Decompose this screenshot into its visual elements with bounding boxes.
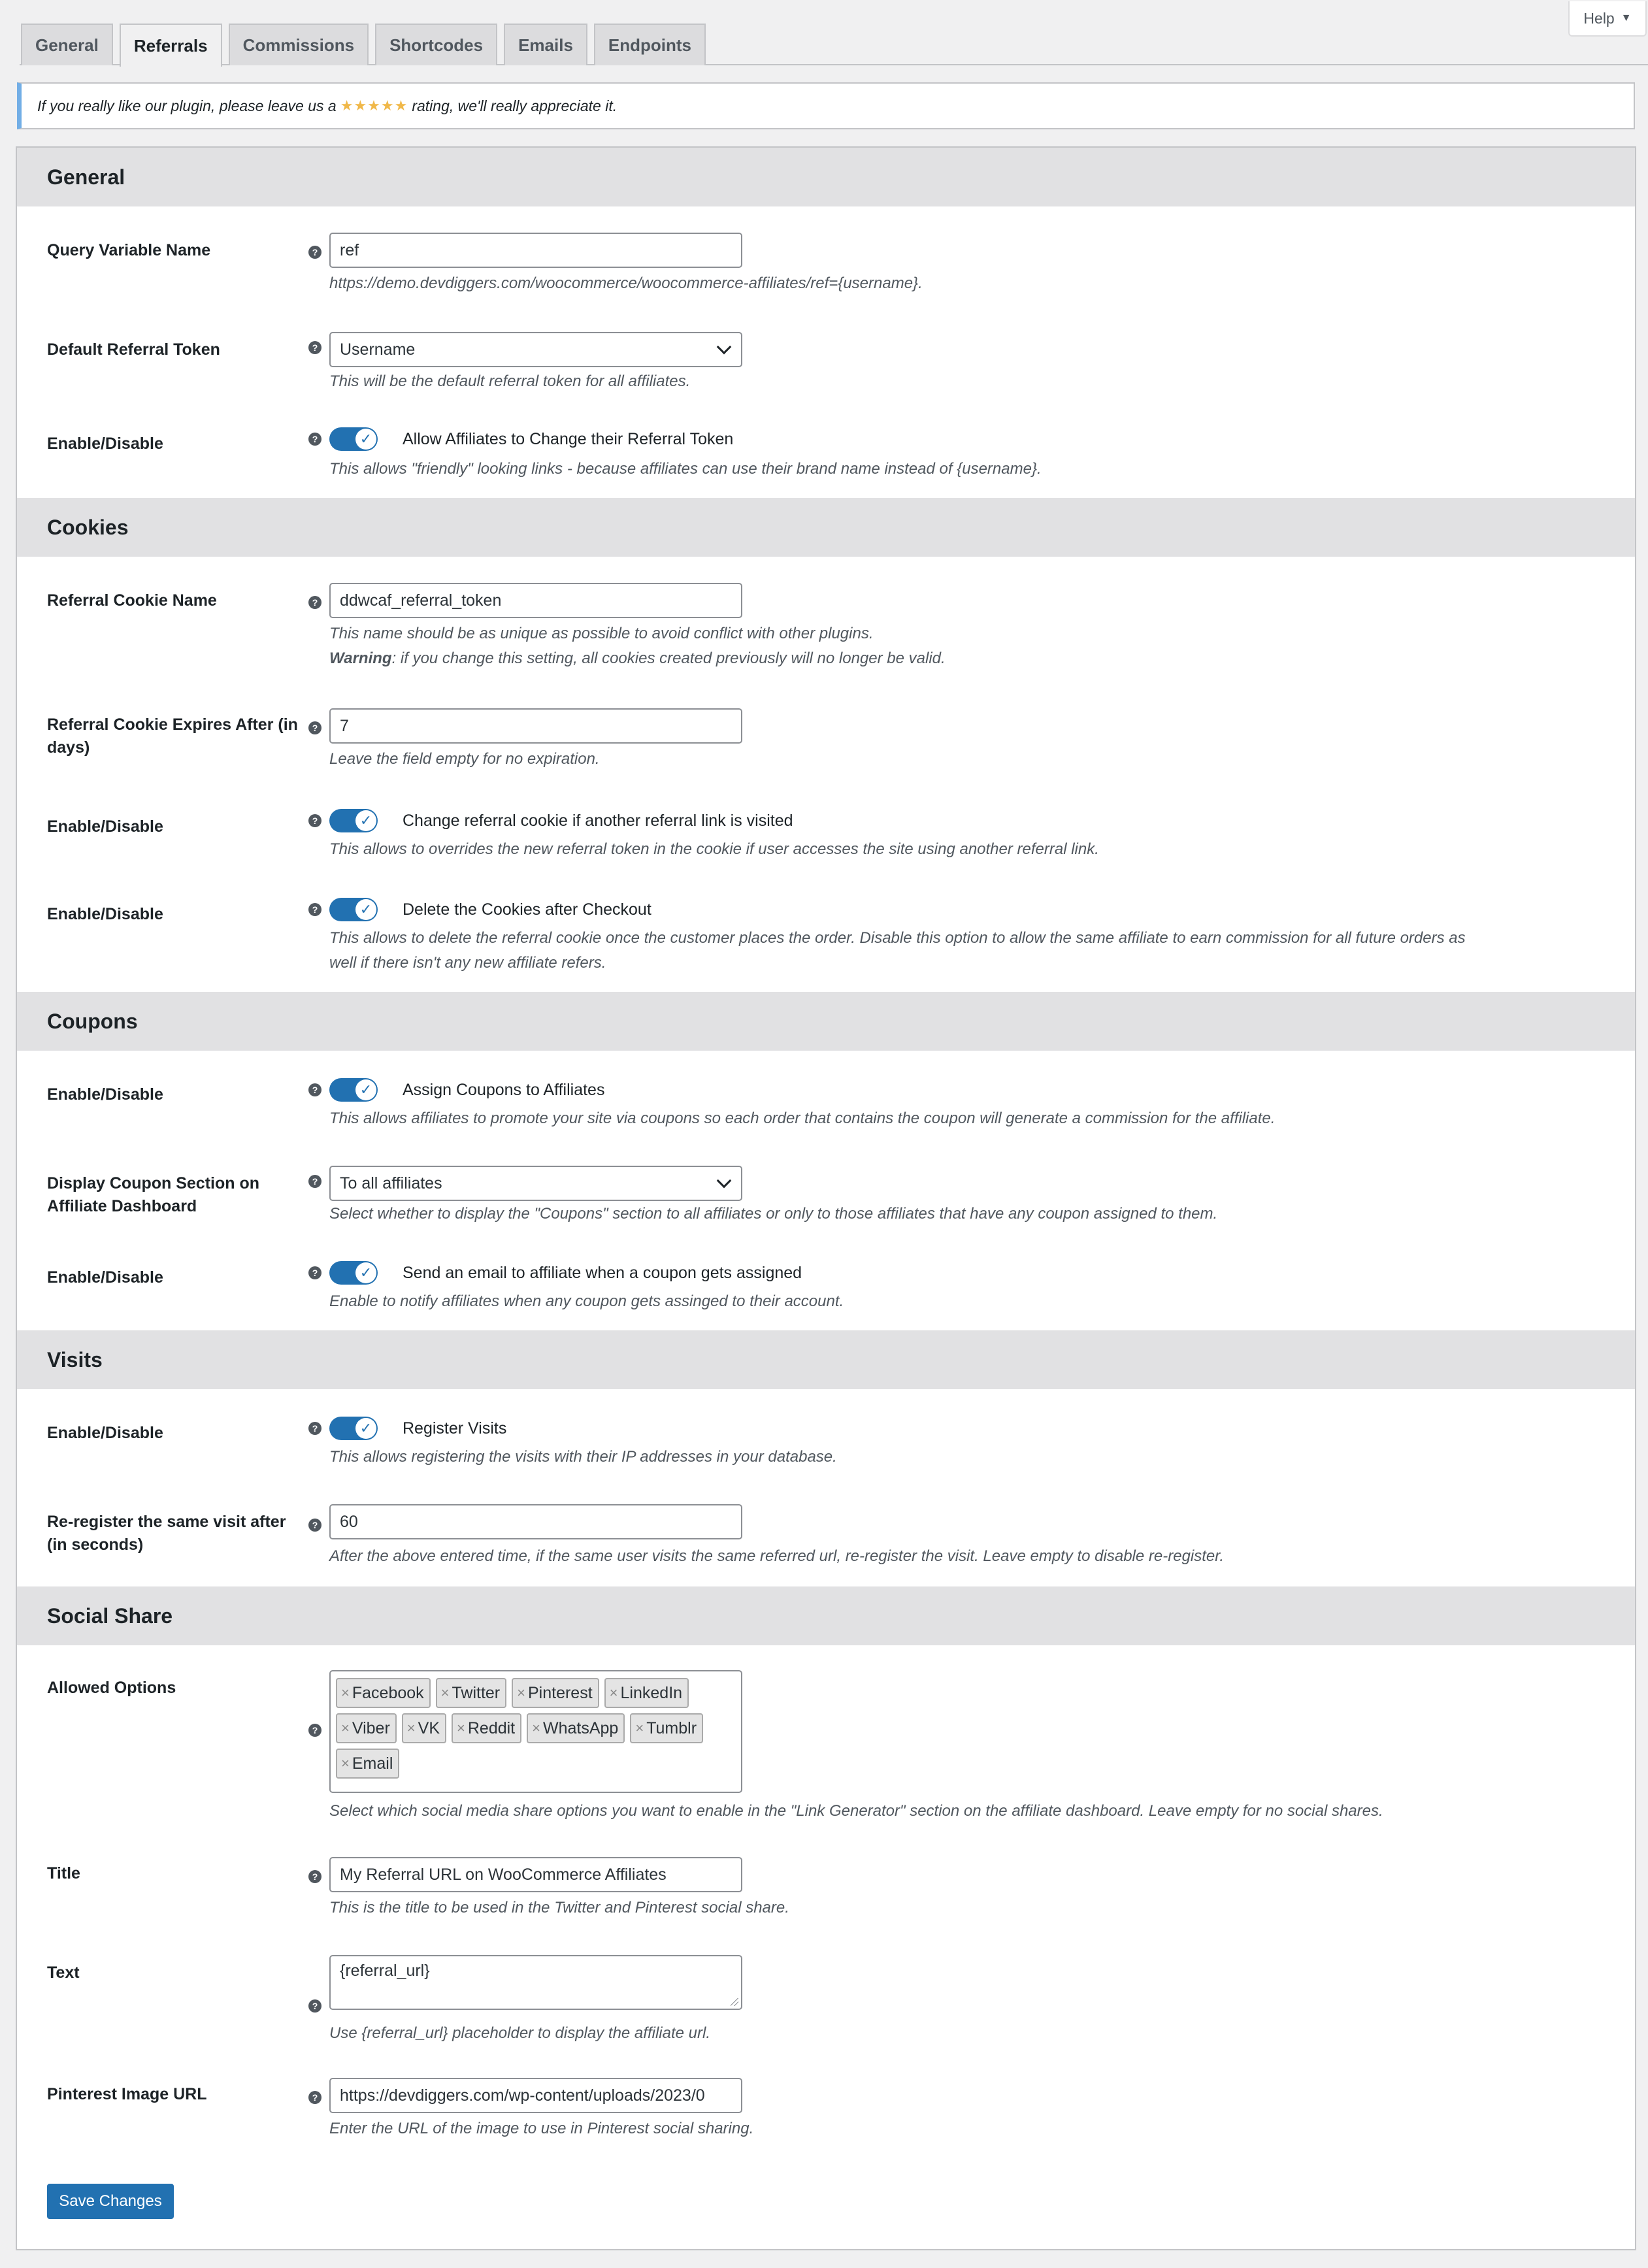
share-text-value: {referral_url} [340, 1962, 430, 1980]
remove-x-icon[interactable]: × [341, 1720, 350, 1736]
notice-text-after: rating, we'll really appreciate it. [412, 97, 618, 114]
resize-grip-icon[interactable] [731, 1998, 738, 2006]
question-circle-icon[interactable]: ? [308, 903, 321, 916]
coupon-email-label: Enable/Disable [47, 1268, 163, 1287]
query-variable-input[interactable]: ref [329, 233, 742, 268]
share-text-textarea[interactable] [329, 1955, 742, 2010]
question-circle-icon[interactable]: ? [308, 1870, 321, 1883]
allowed-options-label: Allowed Options [47, 1679, 176, 1697]
delete-cookies-description: This allows to delete the referral cookie once the customer places the order. Disable this option to allow the same affiliate to earn commission for all future orders as [329, 929, 1466, 947]
remove-x-icon[interactable]: × [341, 1755, 350, 1771]
cookie-name-input[interactable]: ddwcaf_referral_token [329, 583, 742, 618]
question-circle-icon[interactable]: ? [308, 596, 321, 609]
reregister-input[interactable]: 60 [329, 1504, 742, 1539]
display-coupon-select[interactable] [329, 1166, 742, 1201]
caret-down-icon: ▼ [1621, 12, 1632, 24]
option-tag-label: WhatsApp [542, 1718, 619, 1737]
tab-shortcodes[interactable]: Shortcodes [375, 24, 497, 65]
cookie-expires-input[interactable]: 7 [329, 708, 742, 744]
cookie-expires-label: Referral Cookie Expires After (in days) [47, 715, 298, 757]
option-tag-label: Pinterest [528, 1683, 593, 1702]
question-circle-icon[interactable]: ? [308, 246, 321, 259]
chevron-down-icon [717, 340, 732, 355]
default-token-description: This will be the default referral token for all affiliates. [329, 372, 691, 390]
remove-x-icon[interactable]: × [517, 1685, 525, 1701]
tab-commissions[interactable]: Commissions [229, 24, 369, 65]
assign-coupons-toggle[interactable] [329, 1078, 378, 1102]
share-title-input[interactable]: My Referral URL on WooCommerce Affiliates [329, 1857, 742, 1892]
question-circle-icon[interactable]: ? [308, 1724, 321, 1737]
tab-endpoints[interactable]: Endpoints [594, 24, 706, 65]
reregister-description: After the above entered time, if the same user visits the same referred url, re-register the visit. Leave empty to disable re-register. [329, 1547, 1225, 1565]
pinterest-image-label: Pinterest Image URL [47, 2085, 207, 2103]
section-visits-title: Visits [17, 1330, 1635, 1389]
assign-coupons-description: This allows affiliates to promote your site via coupons so each order that contains the coupon will generate a commission for the affiliate. [329, 1109, 1276, 1127]
register-visits-label: Enable/Disable [47, 1424, 163, 1442]
allowed-options-multiselect[interactable] [329, 1670, 742, 1793]
option-tag[interactable] [604, 1678, 689, 1708]
question-circle-icon[interactable]: ? [308, 1083, 321, 1096]
remove-x-icon[interactable]: × [609, 1685, 618, 1701]
option-tag-label: Tumblr [646, 1718, 697, 1737]
question-circle-icon[interactable]: ? [308, 341, 321, 354]
section-coupons-title: Coupons [17, 992, 1635, 1051]
cookie-name-description: This name should be as unique as possible to avoid conflict with other plugins. [329, 625, 874, 642]
chevron-down-icon [717, 1174, 732, 1189]
question-circle-icon[interactable]: ? [308, 1519, 321, 1532]
display-coupon-description: Select whether to display the "Coupons" section to all affiliates or only to those affiliates that have any coupon assigned to them. [329, 1205, 1218, 1223]
change-token-toggle[interactable] [329, 427, 378, 451]
option-tag-label: Reddit [467, 1718, 516, 1737]
change-cookie-description: This allows to overrides the new referral token in the cookie if user accesses the site using another referral link. [329, 840, 1099, 858]
change-token-label: Enable/Disable [47, 435, 163, 453]
question-circle-icon[interactable]: ? [308, 1999, 321, 2013]
cookie-expires-description: Leave the field empty for no expiration. [329, 750, 600, 768]
warning-text: : if you change this setting, all cookies created previously will no longer be valid. [391, 649, 946, 667]
change-cookie-toggle[interactable] [329, 809, 378, 832]
question-circle-icon[interactable]: ? [308, 2091, 321, 2104]
register-visits-toggle[interactable] [329, 1417, 378, 1440]
question-circle-icon[interactable]: ? [308, 1422, 321, 1435]
coupon-email-toggle-label: Send an email to affiliate when a coupon gets assigned [403, 1264, 802, 1282]
display-coupon-label: Display Coupon Section on Affiliate Dashboard [47, 1174, 260, 1215]
rating-stars-link[interactable]: ★★★★★ [340, 97, 408, 114]
delete-cookies-description-2: well if there isn't any new affiliate refers. [329, 954, 606, 972]
option-tag[interactable] [336, 1678, 431, 1708]
option-tag[interactable] [527, 1713, 625, 1743]
tab-referrals[interactable]: Referrals [120, 24, 222, 67]
rating-notice [17, 82, 1635, 129]
checkmark-icon: ✓ [355, 429, 376, 450]
option-tag[interactable] [452, 1713, 521, 1743]
remove-x-icon[interactable]: × [406, 1720, 416, 1736]
checkmark-icon: ✓ [355, 1262, 376, 1283]
option-tag-label: Viber [352, 1718, 390, 1737]
settings-form [16, 146, 1636, 2250]
option-tag-label: VK [418, 1718, 440, 1737]
checkmark-icon: ✓ [355, 810, 376, 831]
query-variable-description: https://demo.devdiggers.com/woocommerce/woocommerce-affiliates/ref={username}. [329, 274, 923, 292]
default-token-select[interactable] [329, 332, 742, 367]
share-text-description: Use {referral_url} placeholder to display the affiliate url. [329, 2024, 710, 2042]
remove-x-icon[interactable]: × [457, 1720, 465, 1736]
option-tag-label: Twitter [452, 1683, 501, 1702]
option-tag[interactable] [402, 1713, 446, 1743]
option-tag[interactable] [336, 1749, 399, 1779]
checkmark-icon: ✓ [355, 899, 376, 920]
question-circle-icon[interactable]: ? [308, 814, 321, 827]
section-social-title: Social Share [17, 1586, 1635, 1645]
question-circle-icon[interactable]: ? [308, 1175, 321, 1188]
default-token-label: Default Referral Token [47, 340, 220, 359]
option-tag[interactable] [336, 1713, 397, 1743]
default-token-value: Username [340, 340, 416, 359]
register-visits-description: This allows registering the visits with their IP addresses in your database. [329, 1448, 837, 1466]
option-tag-label: LinkedIn [620, 1683, 683, 1702]
share-text-label: Text [47, 1964, 80, 1982]
display-coupon-value: To all affiliates [340, 1174, 442, 1192]
change-token-description: This allows "friendly" looking links - because affiliates can use their brand name instead of {username}. [329, 460, 1042, 478]
remove-x-icon[interactable]: × [635, 1720, 644, 1736]
cookie-name-label: Referral Cookie Name [47, 591, 217, 610]
change-cookie-label: Enable/Disable [47, 817, 163, 836]
remove-x-icon[interactable]: × [440, 1685, 450, 1701]
delete-cookies-toggle-label: Delete the Cookies after Checkout [403, 900, 651, 919]
help-label: Help [1583, 9, 1615, 27]
option-tag-label: Email [352, 1754, 393, 1773]
option-tag-label: Facebook [352, 1683, 424, 1702]
query-variable-label: Query Variable Name [47, 241, 211, 259]
share-title-label: Title [47, 1864, 80, 1882]
pinterest-image-description: Enter the URL of the image to use in Pinterest social sharing. [329, 2120, 754, 2137]
remove-x-icon[interactable]: × [341, 1685, 350, 1701]
option-tag[interactable] [630, 1713, 703, 1743]
option-tag[interactable] [436, 1678, 506, 1708]
option-tag[interactable] [512, 1678, 599, 1708]
settings-tabs [20, 24, 1648, 65]
section-cookies-title: Cookies [17, 498, 1635, 557]
pinterest-image-input[interactable]: https://devdiggers.com/wp-content/uploads/2023/0 [329, 2078, 742, 2113]
checkmark-icon: ✓ [355, 1079, 376, 1100]
notice-text-before: If you really like our plugin, please leave us a [37, 97, 337, 114]
delete-cookies-toggle[interactable] [329, 898, 378, 921]
coupon-email-toggle[interactable] [329, 1261, 378, 1285]
cookie-name-warning [329, 647, 1610, 670]
save-changes-button[interactable]: Save Changes [47, 2184, 174, 2219]
tab-emails[interactable]: Emails [504, 24, 587, 65]
change-token-toggle-label: Allow Affiliates to Change their Referral Token [403, 430, 734, 448]
section-general-title: General [17, 148, 1635, 206]
question-circle-icon[interactable]: ? [308, 1266, 321, 1279]
checkmark-icon: ✓ [355, 1418, 376, 1439]
warning-strong: Warning [329, 649, 392, 667]
remove-x-icon[interactable]: × [532, 1720, 540, 1736]
assign-coupons-toggle-label: Assign Coupons to Affiliates [403, 1081, 605, 1099]
assign-coupons-label: Enable/Disable [47, 1085, 163, 1104]
delete-cookies-label: Enable/Disable [47, 905, 163, 923]
allowed-options-description: Select which social media share options you want to enable in the "Link Generator" section on the affiliate dashboard. Leave empty for no social shares. [329, 1802, 1383, 1820]
tab-general[interactable]: General [21, 24, 113, 65]
question-circle-icon[interactable]: ? [308, 433, 321, 446]
share-title-description: This is the title to be used in the Twitter and Pinterest social share. [329, 1899, 789, 1916]
register-visits-toggle-label: Register Visits [403, 1419, 507, 1438]
change-cookie-toggle-label: Change referral cookie if another referral link is visited [403, 812, 793, 830]
coupon-email-description: Enable to notify affiliates when any coupon gets assinged to their account. [329, 1292, 844, 1310]
question-circle-icon[interactable]: ? [308, 721, 321, 734]
reregister-label: Re-register the same visit after (in seconds) [47, 1513, 286, 1554]
